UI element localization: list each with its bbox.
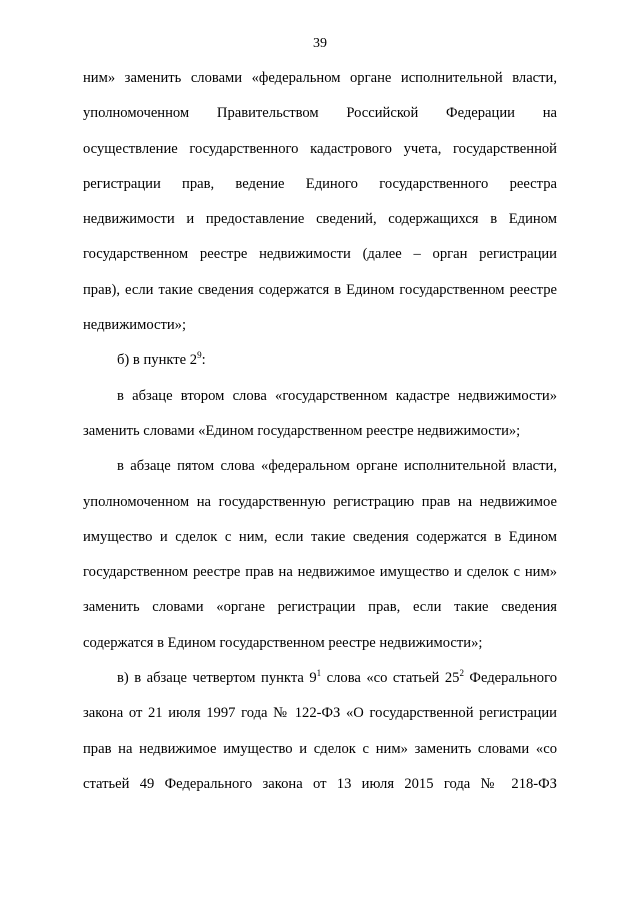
text-line: имущество и сделок с ним, если такие сведения содержатся в Едином xyxy=(83,528,557,545)
text-line: статьей 49 Федерального закона от 13 июля 2015 года № 218-ФЗ xyxy=(83,775,557,792)
text-line: в абзаце пятом слова «федеральном органе исполнительной власти, xyxy=(117,458,557,475)
text-line: заменить словами «Едином государственном реестре недвижимости»; xyxy=(83,422,521,439)
list-item-b-text: б) в пункте 2 xyxy=(117,352,198,369)
text-line: государственном реестре прав на недвижимое имущество и сделок с ним» xyxy=(83,564,557,581)
superscript: 2 xyxy=(459,668,464,679)
text-line: в абзаце втором слова «государственном кадастре недвижимости» xyxy=(117,387,557,404)
text-line: содержатся в Едином государственном реестре недвижимости»; xyxy=(83,634,483,651)
text-line: прав), если такие сведения содержатся в Едином государственном реестре xyxy=(83,281,557,298)
text-line: недвижимости»; xyxy=(83,317,187,334)
text-line: заменить словами «органе регистрации прав, если такие сведения xyxy=(83,599,557,616)
text-line: уполномоченном Правительством Российской Федерации на xyxy=(83,105,557,122)
list-item-v-text: в) в абзаце четвертом пункта 9 xyxy=(117,670,317,687)
text-line: недвижимости и предоставление сведений, содержащихся в Едином xyxy=(83,211,557,228)
text-line: ним» заменить словами «федеральном органе исполнительной власти, xyxy=(83,70,557,86)
superscript: 1 xyxy=(316,668,322,679)
page-number: 39 xyxy=(313,36,327,51)
superscript: 9 xyxy=(197,350,202,361)
list-item-v xyxy=(83,669,557,704)
list-item-b-suffix: : xyxy=(201,352,206,369)
text-line: регистрации прав, ведение Единого государственного реестра xyxy=(83,175,557,192)
text-line: государственном реестре недвижимости (далее – орган регистрации xyxy=(83,246,557,263)
text-line: осуществление государственного кадастрового учета, государственной xyxy=(83,140,557,157)
text-line: уполномоченном на государственную регистрацию прав на недвижимое xyxy=(83,493,557,510)
list-item-v-middle: слова «со статьей 25 xyxy=(321,670,460,687)
text-line: прав на недвижимое имущество и сделок с ним» заменить словами «со xyxy=(83,740,557,757)
list-item-v-suffix: Федерального xyxy=(463,670,558,687)
document-body xyxy=(83,69,557,810)
text-line: закона от 21 июля 1997 года № 122-ФЗ «О государственной регистрации xyxy=(83,705,557,722)
list-item-b xyxy=(83,351,557,386)
